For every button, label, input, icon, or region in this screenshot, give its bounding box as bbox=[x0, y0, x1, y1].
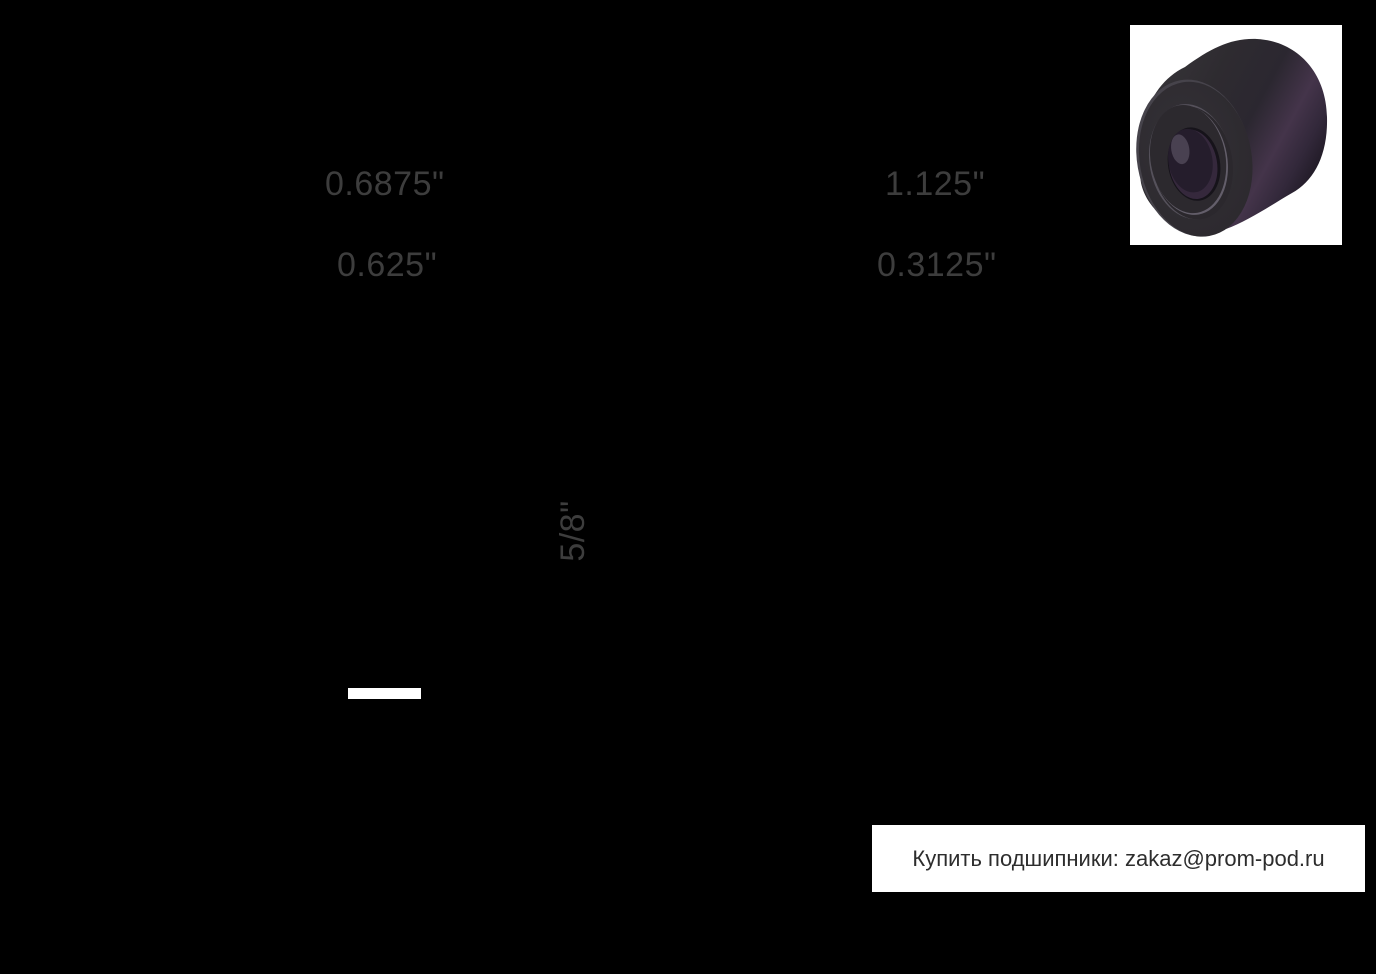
dim-label-mid-right: 0.3125" bbox=[877, 246, 997, 284]
dim-label-mid-left: 0.625" bbox=[337, 246, 438, 284]
bearing-3d-image bbox=[1130, 25, 1342, 245]
footer-text: Купить подшипники: zakaz@prom-pod.ru bbox=[912, 845, 1325, 871]
highlight-bar bbox=[348, 688, 421, 699]
dim-label-vertical: 5/8" bbox=[554, 500, 592, 562]
footer-banner bbox=[872, 825, 1365, 892]
dim-label-top-right: 1.125" bbox=[885, 165, 986, 203]
dim-label-top-left: 0.6875" bbox=[325, 165, 445, 203]
bearing-3d-svg bbox=[1130, 25, 1342, 245]
